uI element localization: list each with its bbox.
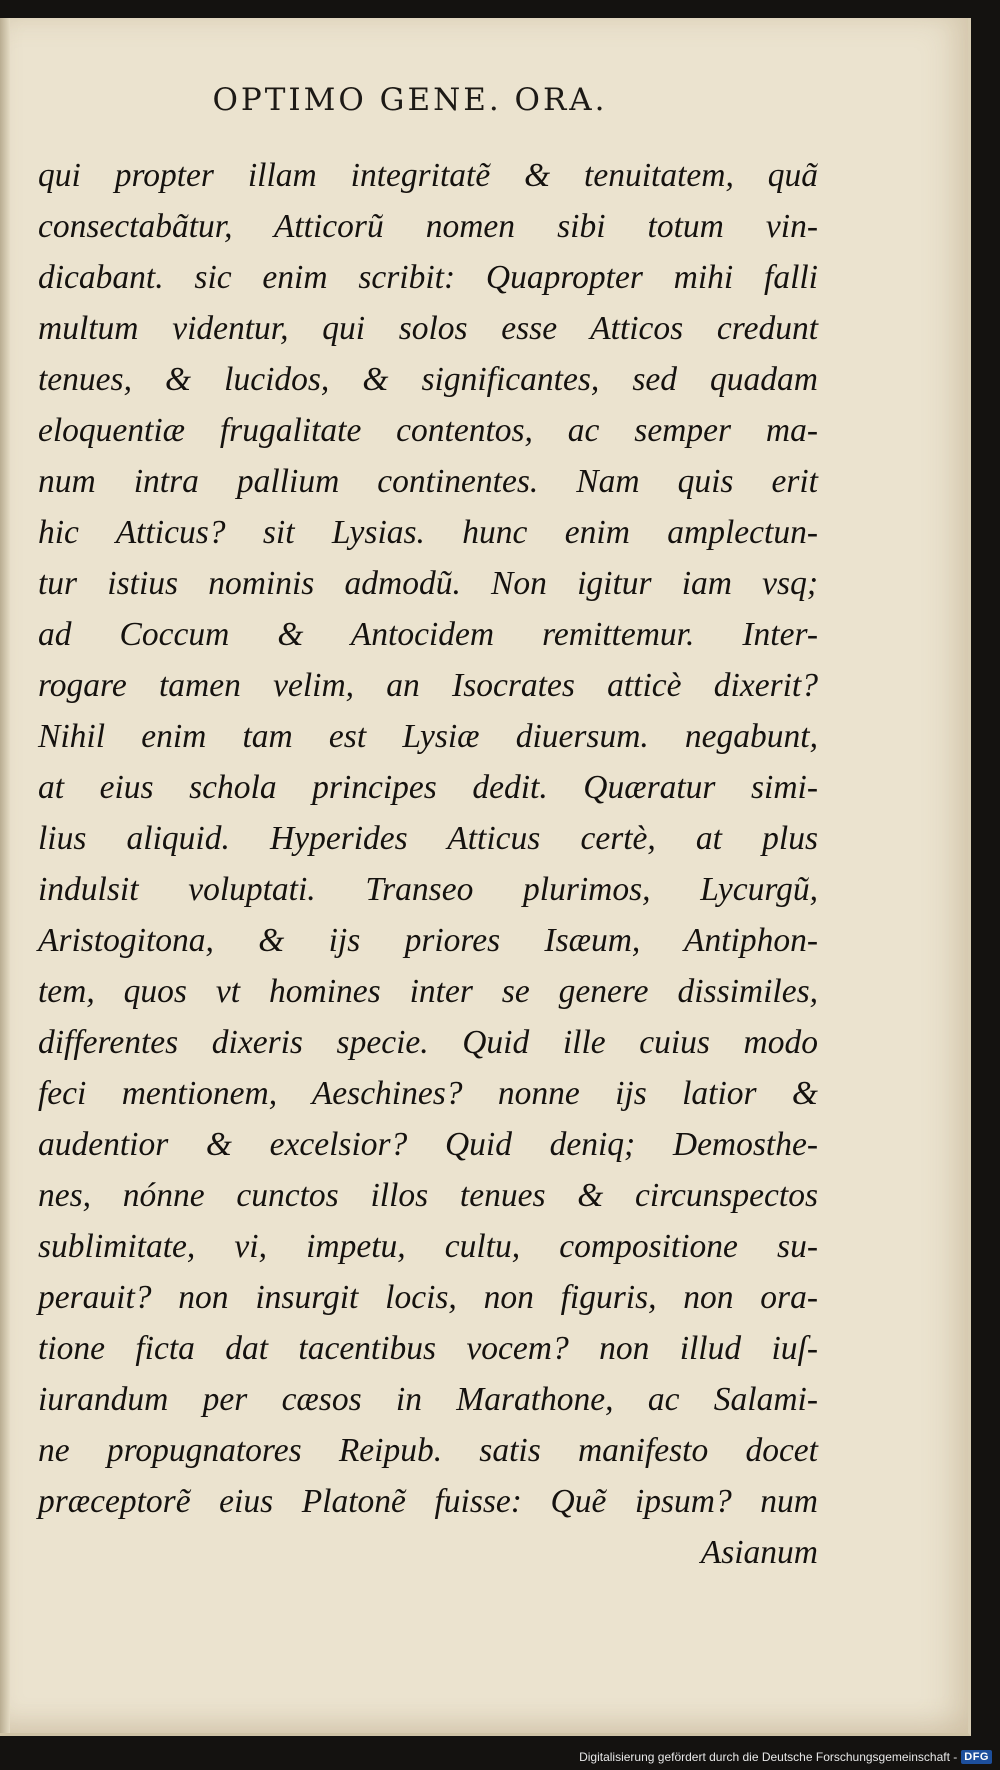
- text-line: præceptorẽ eius Platonẽ fuisse: Quẽ ipsum? num: [38, 1483, 818, 1520]
- text-line: rogare tamen velim, an Isocrates atticè dixerit?: [38, 667, 818, 704]
- dfg-logo-icon: DFG: [961, 1750, 992, 1764]
- text-line: ne propugnatores Reipub. satis manifesto docet: [38, 1432, 818, 1469]
- text-line: differentes dixeris specie. Quid ille cuius modo: [38, 1024, 818, 1061]
- text-line: tione ficta dat tacentibus vocem? non illud iuſ-: [38, 1330, 818, 1367]
- text-line: eloquentiæ frugalitate contentos, ac semper ma-: [38, 412, 818, 449]
- page-gutter: [0, 18, 10, 1733]
- text-line: num intra pallium continentes. Nam quis erit: [38, 463, 818, 500]
- book-page: [0, 18, 971, 1736]
- text-line: Nihil enim tam est Lysiæ diuersum. negabunt,: [38, 718, 818, 755]
- text-line: tem, quos vt homines inter se genere dissimiles,: [38, 973, 818, 1010]
- text-line: consectabãtur, Atticorũ nomen sibi totum vin-: [38, 208, 818, 245]
- digitization-credit: [579, 1750, 992, 1764]
- text-line: Aristogitona, & ijs priores Isæum, Antiphon-: [38, 922, 818, 959]
- text-line: nes, nónne cunctos illos tenues & circunspectos: [38, 1177, 818, 1214]
- text-line: multum videntur, qui solos esse Atticos credunt: [38, 310, 818, 347]
- catchword: Asianum: [700, 1534, 818, 1571]
- body-text: [38, 150, 818, 1578]
- text-line: tur istius nominis admodũ. Non igitur iam vsq;: [38, 565, 818, 602]
- text-line: audentior & excelsior? Quid deniq; Demosthe-: [38, 1126, 818, 1163]
- text-line: tenues, & lucidos, & significantes, sed quadam: [38, 361, 818, 398]
- text-line: iurandum per cæsos in Marathone, ac Salami-: [38, 1381, 818, 1418]
- running-header: OPTIMO GENE. ORA.: [212, 82, 608, 118]
- text-line: qui propter illam integritatẽ & tenuitatem, quã: [38, 157, 818, 194]
- text-line: indulsit voluptati. Transeo plurimos, Lycurgũ,: [38, 871, 818, 908]
- text-line: sublimitate, vi, impetu, cultu, compositione su-: [38, 1228, 818, 1265]
- text-line: feci mentionem, Aeschines? nonne ijs latior &: [38, 1075, 818, 1112]
- text-line: perauit? non insurgit locis, non figuris, non ora-: [38, 1279, 818, 1316]
- text-line: dicabant. sic enim scribit: Quapropter mihi falli: [38, 259, 818, 296]
- credit-text: Digitalisierung gefördert durch die Deutsche Forschungsgemeinschaft -: [579, 1750, 958, 1764]
- text-line: lius aliquid. Hyperides Atticus certè, at plus: [38, 820, 818, 857]
- text-line: ad Coccum & Antocidem remittemur. Inter-: [38, 616, 818, 653]
- text-line: at eius schola principes dedit. Quæratur simi-: [38, 769, 818, 806]
- text-line: hic Atticus? sit Lysias. hunc enim amplectun-: [38, 514, 818, 551]
